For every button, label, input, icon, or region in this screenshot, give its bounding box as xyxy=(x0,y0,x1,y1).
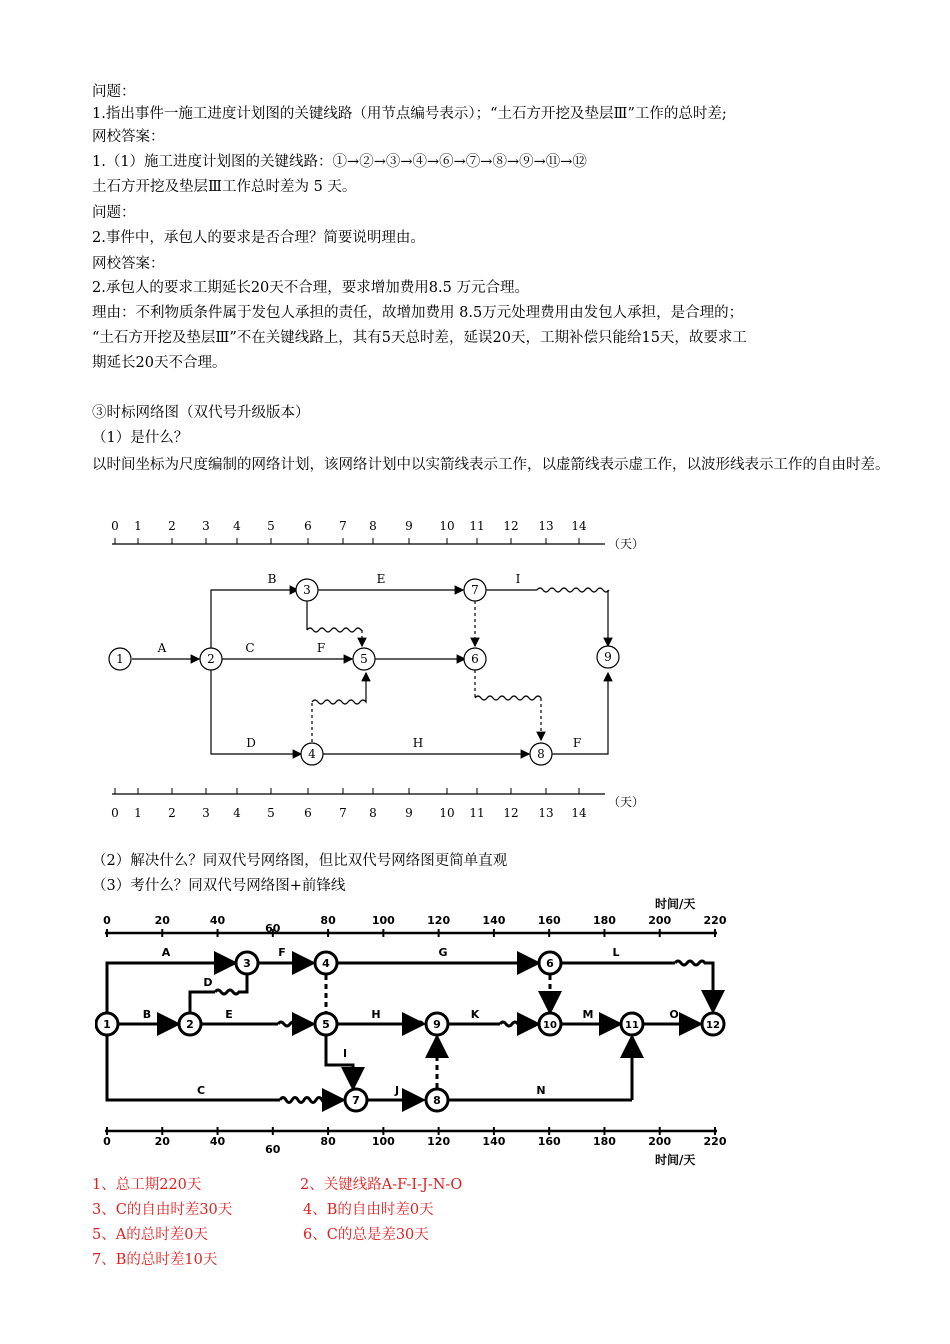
node-2-label: 2 xyxy=(186,1018,194,1031)
top-axis-tick-label: 13 xyxy=(538,519,554,533)
top-axis-tick-label: 100 xyxy=(371,914,395,927)
wavy-M xyxy=(605,1022,620,1026)
node-9-label: 9 xyxy=(433,1018,441,1031)
node-8-label: 8 xyxy=(433,1094,441,1107)
top-axis-tick-label: 220 xyxy=(703,914,727,927)
arrow-D xyxy=(190,992,215,1013)
bottom-axis-tick-label: 1 xyxy=(134,806,142,820)
bottom-axis-tick-label: 9 xyxy=(405,806,413,820)
top-time-axis xyxy=(111,519,605,544)
answer-2-line-2: 理由：不利物质条件属于发包人承担的责任，故增加费用 8.5万元处理费用由发包人承担，是合理的； xyxy=(92,305,744,321)
bottom-axis-tick-label: 5 xyxy=(267,806,275,820)
label-N: N xyxy=(536,1084,546,1097)
bottom-axis-tick-label: 220 xyxy=(703,1135,727,1148)
top-axis-tick-label: 40 xyxy=(209,914,226,927)
axis-title-bottom: 时间/天 xyxy=(655,1153,696,1167)
label-O: O xyxy=(669,1008,679,1021)
answer-a-total-float: 5、A的总时差0天 xyxy=(92,1227,208,1243)
wavy-I xyxy=(537,588,609,592)
top-axis-tick-label: 0 xyxy=(103,914,111,927)
bottom-axis-tick-label: 4 xyxy=(233,806,241,820)
top-axis-tick-label: 180 xyxy=(592,914,616,927)
top-axis-tick-label: 200 xyxy=(648,914,672,927)
node-5-label: 5 xyxy=(322,1018,330,1031)
node-12-label: 12 xyxy=(706,1020,720,1031)
label-F-last: F xyxy=(572,736,582,750)
node-1-label: 1 xyxy=(103,1018,111,1031)
answer-2-line-4: 期延长20天不合理。 xyxy=(92,355,227,371)
solve-text: （2）解决什么？同双代号网络图，但比双代号网络图更简单直观 xyxy=(92,853,508,869)
bottom-axis-tick-label: 13 xyxy=(538,806,554,820)
section-title: ③时标网络图（双代号升级版本） xyxy=(92,405,310,421)
node-11-label: 11 xyxy=(625,1020,639,1031)
bottom-axis-tick-label: 14 xyxy=(571,806,587,820)
answer-critical-path: 2、关键线路A-F-I-J-N-O xyxy=(300,1177,463,1193)
what-body: 以时间坐标为尺度编制的网络计划，该网络计划中以实箭线表示工作，以虚箭线表示虚工作，以波形线表示工作的自由时差。 xyxy=(92,457,890,473)
wavy-C xyxy=(280,1098,343,1103)
wavy-K xyxy=(500,1022,538,1026)
label-K: K xyxy=(470,1008,480,1021)
f2-nodes xyxy=(96,952,724,1111)
answer-2-line-1: 2.承包人的要求工期延长20天不合理，要求增加费用8.5 万元合理。 xyxy=(92,280,529,296)
label-D: D xyxy=(203,976,213,989)
answer-2-heading: 网校答案： xyxy=(92,256,165,272)
node-3-label: 3 xyxy=(243,957,251,970)
arrow-C xyxy=(107,1035,280,1100)
bottom-axis-tick-label: 3 xyxy=(202,806,210,820)
question-2-text: 2.事件中，承包人的要求是否合理？简要说明理由。 xyxy=(92,230,425,246)
bottom-axis-tick-label: 7 xyxy=(339,806,347,820)
bottom-axis-tick-label: 40 xyxy=(209,1135,226,1148)
bottom-time-axis xyxy=(103,1127,727,1156)
question-2-heading: 问题： xyxy=(92,205,136,221)
label-M: M xyxy=(582,1008,594,1021)
label-E: E xyxy=(225,1008,233,1021)
wavy-6-8 xyxy=(475,696,541,700)
top-axis-tick-label: 80 xyxy=(320,914,336,927)
answer-1-critical-path: 1.（1）施工进度计划图的关键线路：①→②→③→④→⑥→⑦→⑧→⑨→⑪→⑫ xyxy=(92,154,587,170)
wavy-L xyxy=(675,961,713,1011)
top-axis-unit: （天） xyxy=(608,537,645,551)
bottom-axis-tick-label: 60 xyxy=(265,1143,281,1156)
time-scaled-network-figure-1 xyxy=(100,510,660,830)
bottom-axis-tick-label: 160 xyxy=(537,1135,561,1148)
f1-nodes xyxy=(109,579,619,765)
top-axis-tick-label: 140 xyxy=(482,914,506,927)
label-C: C xyxy=(245,641,255,655)
top-axis-tick-label: 160 xyxy=(537,914,561,927)
top-axis-tick-label: 1 xyxy=(134,519,142,533)
bottom-axis-tick-label: 120 xyxy=(427,1135,451,1148)
wavy-4-5 xyxy=(312,673,366,704)
label-A: A xyxy=(161,946,171,959)
arrow-A xyxy=(107,963,235,1013)
bottom-axis-unit: （天） xyxy=(608,795,645,809)
node-3-label: 3 xyxy=(303,583,311,597)
answer-b-total-float: 7、B的总时差10天 xyxy=(92,1252,218,1268)
node-2-label: 2 xyxy=(207,652,215,666)
answer-c-free-float: 3、C的自由时差30天 xyxy=(92,1202,233,1218)
label-E: E xyxy=(376,572,386,586)
bottom-axis-tick-label: 8 xyxy=(369,806,377,820)
wavy-3-5 xyxy=(307,601,362,632)
bottom-axis-tick-label: 12 xyxy=(503,806,519,820)
node-8-label: 8 xyxy=(537,747,545,761)
node-6-label: 6 xyxy=(546,957,554,970)
node-7-label: 7 xyxy=(471,583,479,597)
what-heading: （1）是什么？ xyxy=(92,430,189,446)
top-axis-tick-label: 10 xyxy=(439,519,455,533)
label-C: C xyxy=(196,1084,206,1097)
bottom-axis-tick-label: 140 xyxy=(482,1135,506,1148)
node-10-label: 10 xyxy=(543,1020,557,1031)
top-axis-tick-label: 60 xyxy=(265,922,281,935)
answer-c-total-float: 6、C的总是差30天 xyxy=(303,1227,429,1243)
label-J: J xyxy=(394,1084,400,1097)
top-axis-tick-label: 5 xyxy=(267,519,275,533)
label-B: B xyxy=(267,572,277,586)
time-scaled-network-figure-2 xyxy=(95,895,745,1175)
bottom-axis-tick-label: 0 xyxy=(111,806,119,820)
wavy-E xyxy=(278,1022,313,1026)
node-9-label: 9 xyxy=(604,650,612,664)
bottom-axis-tick-label: 0 xyxy=(103,1135,111,1148)
answer-total-duration: 1、总工期220天 xyxy=(92,1177,202,1193)
top-axis-tick-label: 12 xyxy=(503,519,519,533)
axis-title-top: 时间/天 xyxy=(655,897,696,911)
label-L: L xyxy=(612,946,620,959)
top-axis-tick-label: 3 xyxy=(202,519,210,533)
bottom-axis-tick-label: 2 xyxy=(168,806,176,820)
wavy-H xyxy=(405,1022,423,1026)
node-4-label: 4 xyxy=(322,957,330,970)
label-D: D xyxy=(246,736,256,750)
wavy-D xyxy=(215,974,247,994)
top-axis-tick-label: 8 xyxy=(369,519,377,533)
answer-2-line-3: “土石方开挖及垫层Ⅲ”不在关键线路上，其有5天总时差，延误20天，工期补偿只能给15天，故要求工 xyxy=(92,330,747,346)
label-B: B xyxy=(142,1008,152,1021)
node-4-label: 4 xyxy=(308,747,316,761)
label-I: I xyxy=(342,1047,348,1060)
answer-b-free-float: 4、B的自由时差0天 xyxy=(303,1202,434,1218)
arrow-D xyxy=(211,669,301,754)
top-axis-tick-label: 120 xyxy=(427,914,451,927)
top-axis-tick-label: 0 xyxy=(111,519,119,533)
node-1-label: 1 xyxy=(116,652,124,666)
bottom-axis-tick-label: 180 xyxy=(592,1135,616,1148)
answer-1-heading: 网校答案： xyxy=(92,129,165,145)
answer-1-float: 土石方开挖及垫层Ⅲ工作总时差为 5 天。 xyxy=(92,179,357,195)
top-axis-tick-label: 11 xyxy=(469,519,485,533)
top-axis-tick-label: 4 xyxy=(233,519,241,533)
top-axis-tick-label: 14 xyxy=(571,519,587,533)
arrow-I xyxy=(326,1036,353,1088)
label-H: H xyxy=(371,1008,381,1021)
bottom-axis-tick-label: 80 xyxy=(320,1135,336,1148)
node-5-label: 5 xyxy=(360,652,368,666)
top-time-axis xyxy=(103,914,727,937)
top-axis-tick-label: 7 xyxy=(339,519,347,533)
bottom-axis-tick-label: 10 xyxy=(439,806,455,820)
node-6-label: 6 xyxy=(471,652,479,666)
label-I: I xyxy=(515,572,521,586)
top-axis-tick-label: 9 xyxy=(405,519,413,533)
label-F-mid: F xyxy=(316,641,326,655)
top-axis-tick-label: 2 xyxy=(168,519,176,533)
bottom-axis-tick-label: 6 xyxy=(304,806,312,820)
label-F: F xyxy=(278,946,286,959)
label-H: H xyxy=(412,736,424,750)
bottom-axis-tick-label: 20 xyxy=(154,1135,170,1148)
label-A: A xyxy=(157,641,167,655)
top-axis-tick-label: 6 xyxy=(304,519,312,533)
bottom-axis-tick-label: 100 xyxy=(371,1135,395,1148)
bottom-axis-tick-label: 11 xyxy=(469,806,485,820)
bottom-axis-tick-label: 200 xyxy=(648,1135,672,1148)
node-7-label: 7 xyxy=(352,1094,360,1107)
wavy-O xyxy=(690,1022,700,1024)
top-axis-tick-label: 20 xyxy=(154,914,170,927)
bottom-time-axis xyxy=(111,788,605,820)
test-text: （3）考什么？同双代号网络图+前锋线 xyxy=(92,878,346,894)
label-G: G xyxy=(438,946,448,959)
question-1-text: 1.指出事件一施工进度计划图的关键线路（用节点编号表示）；“土石方开挖及垫层Ⅲ”工作的总时差; xyxy=(92,106,727,122)
question-1-heading: 问题： xyxy=(92,84,136,100)
